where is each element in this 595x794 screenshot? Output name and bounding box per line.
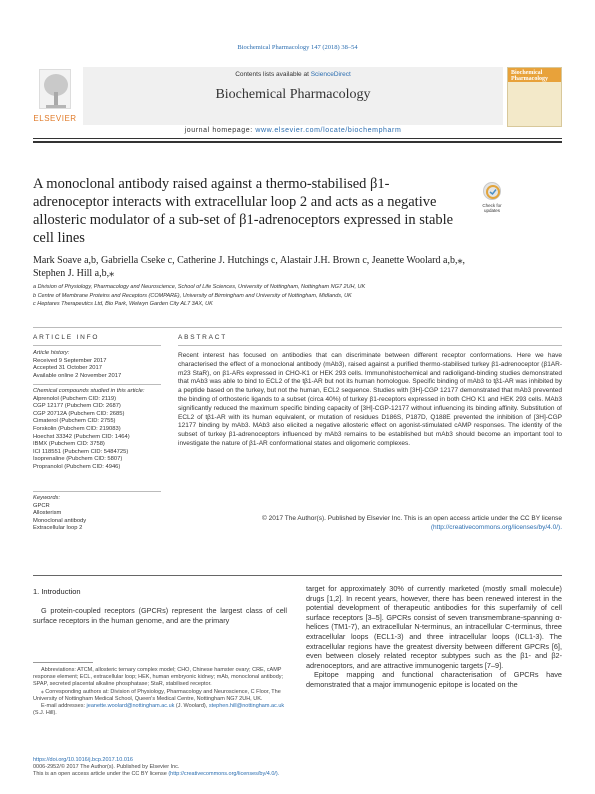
info-rule xyxy=(33,345,161,346)
open-access-line: This is an open access article under the CC BY license (http://creativecommons.org/licenses/by/4.0/). xyxy=(33,771,280,778)
journal-masthead xyxy=(33,67,562,134)
compound-item: CGP 12177 (Pubchem CID: 2687) xyxy=(33,403,121,410)
compounds-list xyxy=(33,388,161,472)
article-title: A monoclonal antibody raised against a thermo-stabilised β1-adrenoceptor interacts with extracellular loop 2 and acts as a negative allosteric modulator of a sub-set of β1-adrenoceptors expressed in stable cell lines xyxy=(33,176,454,246)
journal-title: Biochemical Pharmacology xyxy=(215,87,371,102)
abstract-rule xyxy=(178,345,562,346)
homepage-prefix: journal homepage: xyxy=(184,127,256,134)
paragraph: target for approximately 30% of currently marketed (mostly small molecule) drugs [1,2]. In recent years, however, there has been renewed interest in the potential development of therapeutic antibodies for this superfamily of cell surface receptors [3–5]. GPCRs consist of seven transmembrane-spanning α-helices (TM1-7), an extracellular N-terminus, an intracellular C-terminus, three extracellular loops (ECL1-3) and three intracellular loops (ICL1-3). The extracellular regions have the greatest diversity between different GPCRs [6], even between closely related receptor subtypes such as the β1- and β2-adrenoceptors, and are attractive immunogenic targets [7–9]. xyxy=(306,584,562,670)
citation-header[interactable]: Biochemical Pharmacology 147 (2018) 38–54 xyxy=(237,44,358,51)
copyright-line: © 2017 The Author(s). Published by Elsevier Inc. This is an open access article under the CC BY license xyxy=(262,515,562,522)
article-info-heading: ARTICLE INFO xyxy=(33,334,100,341)
compound-item: Alprenolol (Pubchem CID: 2119) xyxy=(33,395,117,402)
masthead-rule-thick xyxy=(33,141,562,143)
check-updates-label: Check for updates xyxy=(482,203,502,213)
doi-link[interactable]: https://doi.org/10.1016/j.bcp.2017.10.016 xyxy=(33,757,133,763)
abstract-copyright xyxy=(178,515,562,533)
section-divider xyxy=(33,575,562,576)
sciencedirect-link[interactable]: ScienceDirect xyxy=(310,71,351,78)
compound-item: Propranolol (Pubchem CID: 4946) xyxy=(33,463,121,470)
body-column-left xyxy=(33,606,287,625)
compound-item: IBMX (Pubchem CID: 3758) xyxy=(33,441,105,448)
footnotes xyxy=(33,667,287,717)
compounds-label: Chemical compounds studied in this article: xyxy=(33,388,145,394)
compound-item: Isoprenaline (Pubchem CID: 5807) xyxy=(33,456,123,463)
keyword-item: Allosterism xyxy=(33,510,62,517)
compound-item: Cimaterol (Pubchem CID: 2755) xyxy=(33,418,116,425)
masthead-rule xyxy=(33,138,562,139)
elsevier-logo xyxy=(33,67,77,125)
authors-line-1: Mark Soave a,b, Gabriella Cseke c, Catherine J. Hutchings c, Alastair J.H. Brown c, Jeanette Woolard a,b,⁎, xyxy=(33,255,465,266)
journal-homepage xyxy=(83,127,503,134)
article-history xyxy=(33,350,161,380)
check-for-updates-button[interactable] xyxy=(478,182,506,218)
author-list xyxy=(33,254,562,280)
history-online: Available online 2 November 2017 xyxy=(33,372,122,379)
contents-prefix: Contents lists available at xyxy=(235,71,311,78)
compound-item: Forskolin (Pubchem CID: 219083) xyxy=(33,425,121,432)
history-label: Article history: xyxy=(33,350,70,356)
update-badge-icon xyxy=(483,182,501,200)
keywords-list xyxy=(33,495,161,533)
abstract-heading: ABSTRACT xyxy=(178,334,228,341)
keyword-item: Extracellular loop 2 xyxy=(33,525,83,532)
oa-license-link[interactable]: (http://creativecommons.org/licenses/by/4.0/). xyxy=(168,771,280,778)
history-accepted: Accepted 31 October 2017 xyxy=(33,365,102,372)
masthead-banner xyxy=(83,67,503,125)
affiliations xyxy=(33,283,562,309)
body-column-right xyxy=(306,584,562,690)
cover-title: Biochemical Pharmacology xyxy=(511,70,548,82)
journal-cover xyxy=(507,67,562,127)
affiliation-c: c Heptares Therapeutics Ltd, Bio Park, Welwyn Garden City AL7 3AX, UK xyxy=(33,301,213,307)
publisher-name: ELSEVIER xyxy=(33,114,77,123)
keyword-item: Monoclonal antibody xyxy=(33,517,87,524)
intro-heading: 1. Introduction xyxy=(33,587,81,596)
compound-item: CGP 20712A (Pubchem CID: 2685) xyxy=(33,410,125,417)
info-divider xyxy=(33,384,161,385)
divider xyxy=(33,327,562,328)
license-link[interactable]: (http://creativecommons.org/licenses/by/4.0/). xyxy=(430,523,562,531)
email-link-hill[interactable]: stephen.hill@nottingham.ac.uk xyxy=(208,703,285,710)
keywords-label: Keywords: xyxy=(33,495,61,501)
contents-line xyxy=(83,71,503,78)
affiliation-a: a Division of Physiology, Pharmacology and Neuroscience, School of Life Sciences, University of Nottingham, Nottingham NG7 2UH, UK xyxy=(33,284,366,290)
keyword-item: GPCR xyxy=(33,502,50,509)
compound-item: Hoechst 33342 (Pubchem CID: 1464) xyxy=(33,433,130,440)
email-link-woolard[interactable]: jeanette.woolard@nottingham.ac.uk xyxy=(86,703,175,710)
info-divider xyxy=(33,491,161,492)
compound-item: ICI 118551 (Pubchem CID: 5484725) xyxy=(33,448,129,455)
tree-icon xyxy=(39,69,71,109)
paragraph: G protein-coupled receptors (GPCRs) represent the largest class of cell surface receptors in the human genome, and are the primary xyxy=(33,606,287,625)
abstract-text: Recent interest has focused on antibodies that can discriminate between different receptor conformations. Here we have characterised the effect of a monoclonal antibody (mAb3), raised against a purified thermo-stabilised turkey β1-adrenoceptor (β1AR-m23 StaR), on β1-ARs expressed in CHO-K1 or HEK 293 cells. Immunohistochemical and radioligand-binding studies demonstrated that mAb3 was able to bind to ECL2 of the tβ1-AR but not its human homologue. Specific binding of mAb3 to tβ1-AR was inhibited by a peptide based on the turkey, but not the human, ECL2 sequence. Studies with [3H]-CGP 12177 demonstrated that mAb3 prevented the binding of orthosteric ligands to a subset (circa 40%) of turkey β1-receptors expressed in both CHO K1 and HEK 293 cells. MAb3 significantly reduced the maximum specific binding capacity of [3H]-CGP-12177 without influencing its binding affinity. Substitution of ECL2 of tβ1-AR with its human equivalent, or mutation of residues D186S, P187D, Q188E prevented the inhibition of [3H]-CGP 12177 binding by mAb3. MAb3 also elicited a negative allosteric effect on agonist-stimulated cAMP responses. The identity of the subset of turkey β1-adrenoceptors influenced by mAb3 remains to be established but mAb3 should become an important tool to investigate the nature of β1-AR conformational states and oligomeric complexes. xyxy=(178,352,562,447)
page-footer xyxy=(33,757,413,779)
issn-line: 0006-2952/© 2017 The Author(s). Published by Elsevier Inc. xyxy=(33,764,180,771)
affiliation-b: b Centre of Membrane Proteins and Receptors (COMPARE), University of Birmingham and University of Nottingham, Midlands, UK xyxy=(33,292,352,299)
corresponding-footnote: ⁎ Corresponding authors at: Division of Physiology, Pharmacology and Neuroscience, C Floor, The University of Nottingham Medical School, Queen's Medical Centre, Nottingham NG7 2UH, UK. xyxy=(33,688,281,702)
abbreviations-footnote: Abbreviations: ATCM, allosteric ternary complex model; CHO, Chinese hamster ovary; CRE, cAMP response element; ECL, extracellular loop; HEK, human embryonic kidney; mAb, monoclonal antibody; SPAP, secreted placental alkaline phosphatase; StaR, stabilised receptor. xyxy=(33,667,284,688)
authors-line-2: Stephen J. Hill a,b,⁎ xyxy=(33,268,115,279)
paragraph: Epitope mapping and functional characterisation of GPCRs have demonstrated that a major immunogenic epitope is located on the xyxy=(306,670,562,689)
history-received: Received 9 September 2017 xyxy=(33,357,107,364)
footnote-rule xyxy=(33,662,93,663)
email-footnote: E-mail addresses: jeanette.woolard@nottingham.ac.uk (J. Woolard), stephen.hill@nottingham.ac.uk (S.J. Hill). xyxy=(33,703,285,717)
homepage-link[interactable]: www.elsevier.com/locate/biochempharm xyxy=(255,127,402,134)
